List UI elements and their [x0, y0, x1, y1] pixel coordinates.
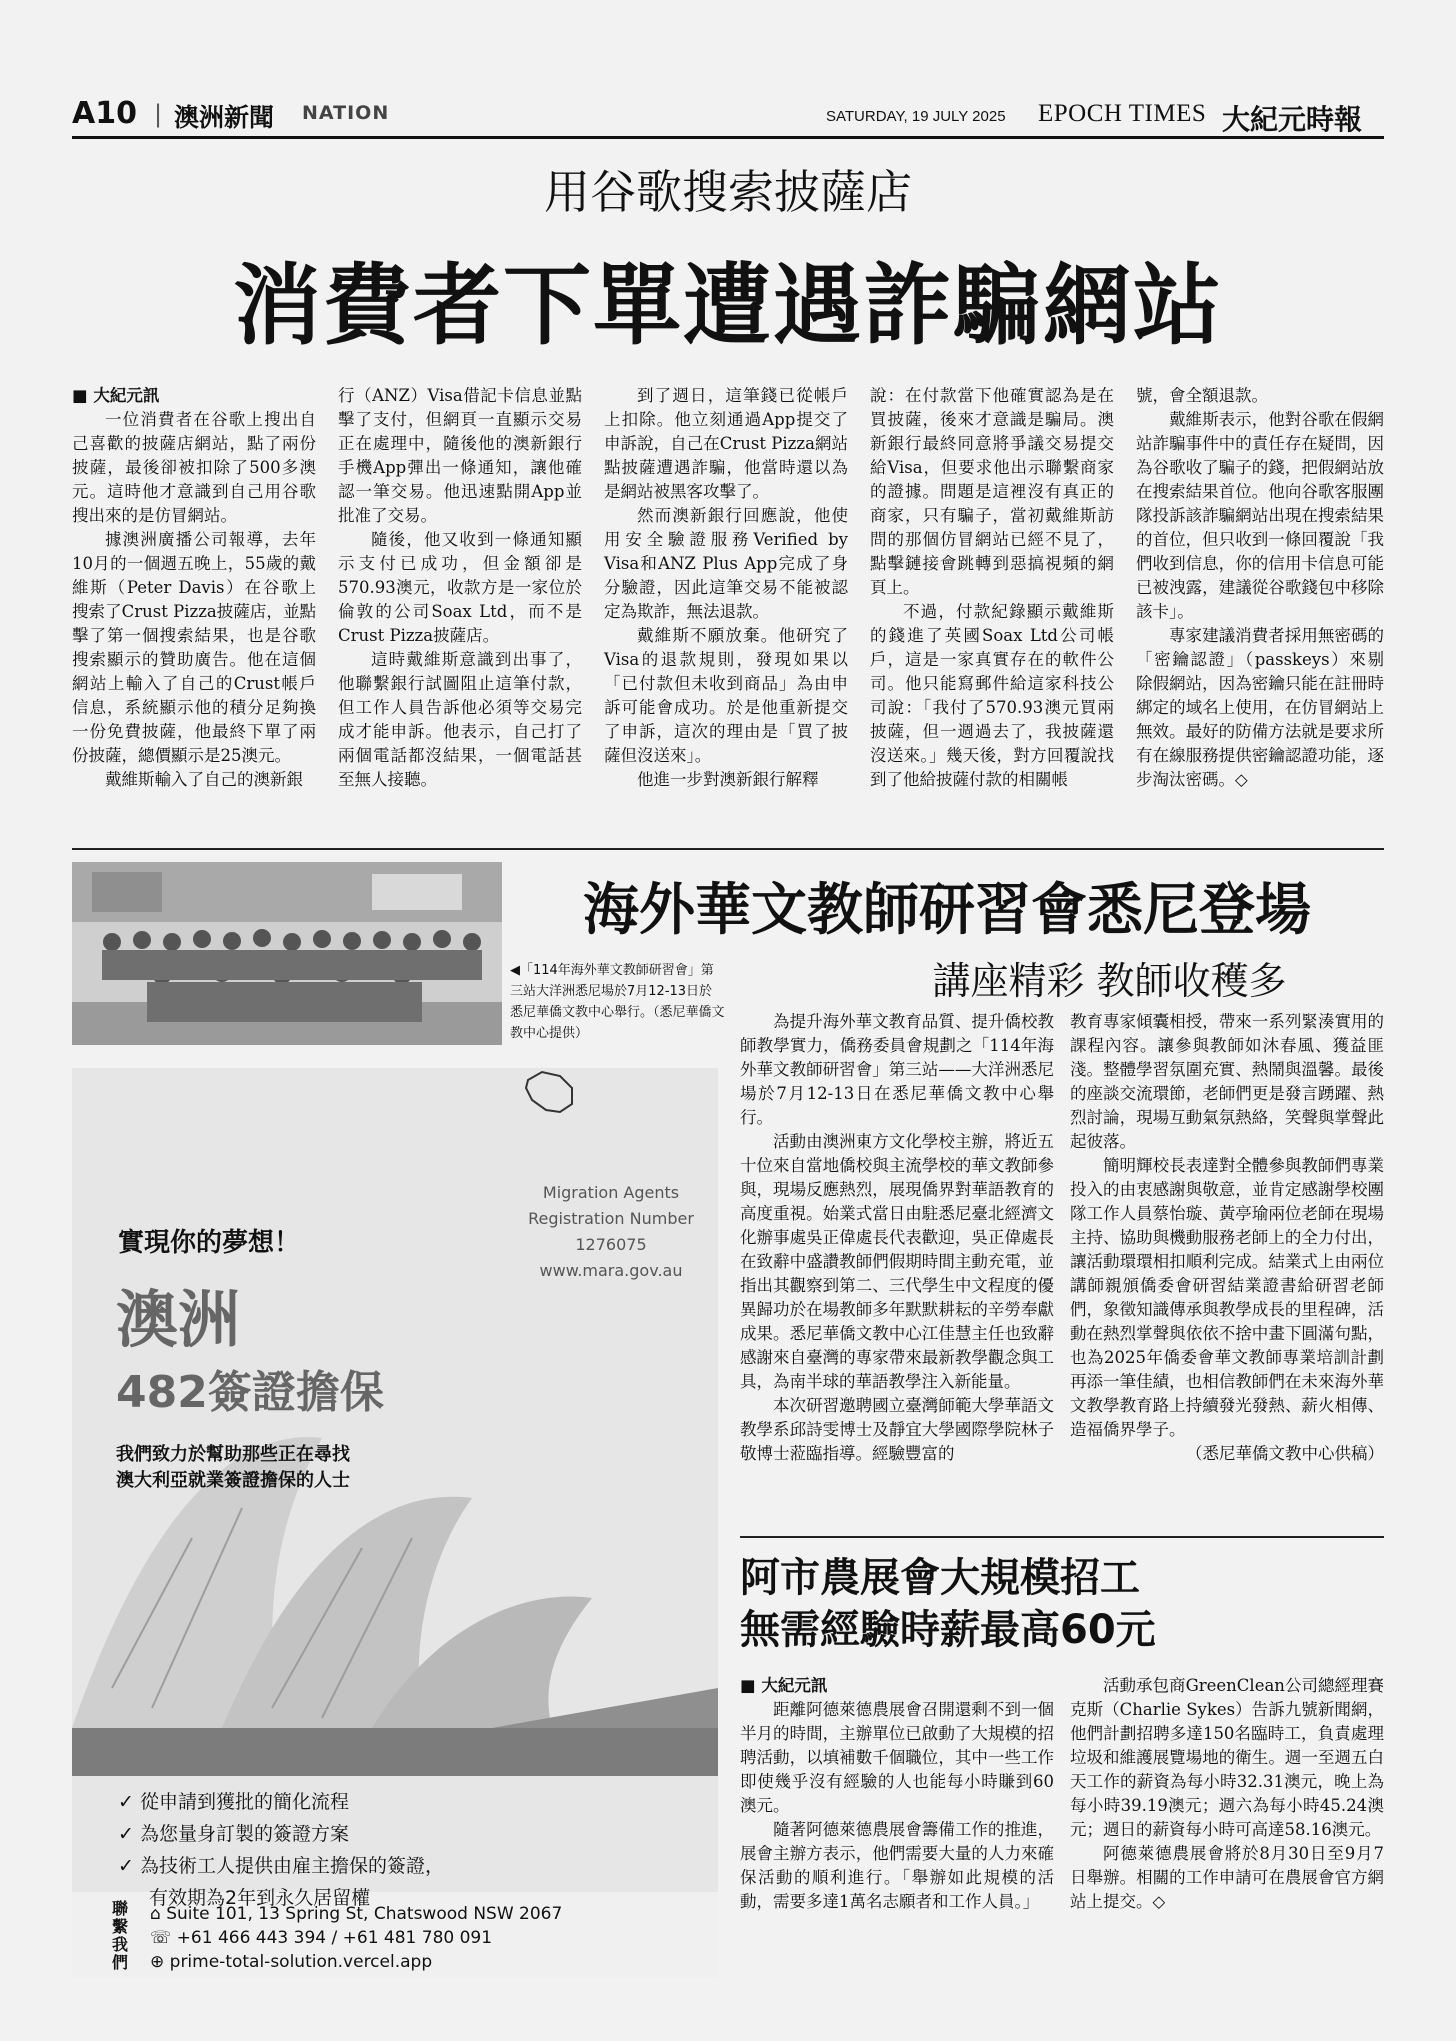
ad-visa-title: 482簽證擔保: [116, 1367, 384, 1418]
page-number: A10: [72, 96, 137, 131]
story2-credit: （悉尼華僑文教中心供稿）: [1186, 1444, 1384, 1463]
ad-check-3a: 為技術工人提供由雇主擔保的簽證，: [139, 1855, 444, 1877]
story1-col3-p1: 到了週日，這筆錢已從帳戶上扣除。他立刻通過App提交了申訴說，自己在Crust Pizza網站點披薩遭遇詐騙，他當時還以為是網站被黑客攻擊了。: [604, 386, 848, 501]
story1-col1-p3: 戴維斯輸入了自己的澳新銀: [105, 770, 303, 789]
story1-column-4: [870, 384, 1114, 792]
section-name: 澳洲新聞: [174, 103, 275, 132]
contact-label-char: 繫: [112, 1917, 129, 1936]
ad-tagline-1: 我們致力於幫助那些正在尋找: [116, 1444, 350, 1465]
ad-check-2: 為您量身訂製的簽證方案: [139, 1823, 349, 1845]
masthead-divider: |: [154, 100, 163, 128]
ad-website[interactable]: prime-total-solution.vercel.app: [169, 1952, 433, 1972]
story1-col1-p2: 據澳洲廣播公司報導，去年10月的一個週五晚上，55歲的戴維斯（Peter Davis）在谷歌上搜索了Crust Pizza披薩店，並點擊了第一個搜索結果，也是谷歌搜索顯示的贊助廣告。他在這個網站上輸入了自己的Crust帳戶信息，系統顯示他的積分足夠換一份免費披薩，他最終下單了兩份披薩，總價顯示是25澳元。: [72, 530, 316, 765]
visa-advertisement: [72, 1068, 718, 1978]
story1-col5-p2: 戴維斯表示，他對谷歌在假網站詐騙事件中的責任存在疑問，因為谷歌收了騙子的錢，把假網站放在搜索結果首位。他向谷歌客服團隊投訴該詐騙網站出現在搜索結果的首位，但只收到一條回覆說「我們收到信息，你的信用卡信息可能已被洩露，建議從谷歌錢包中移除該卡」。: [1136, 410, 1384, 621]
story1-col4-p1: 說：在付款當下他確實認為是在買披薩，後來才意識是騙局。澳新銀行最終同意將爭議交易提交給Visa，但要求他出示聯繫商家的證據。問題是這裡沒有真正的商家，只有騙子，當初戴維斯訪問的那個仿冒網站已經不見了，點擊鏈接會跳轉到惡搞視頻的網頁上。: [870, 386, 1114, 597]
ad-tagline-2: 澳大利亞就業簽證擔保的人士: [116, 1470, 350, 1491]
story3-byline: ■ 大紀元訊: [740, 1676, 828, 1695]
globe-icon: ⊕: [150, 1952, 170, 1972]
check-icon: ✓: [118, 1855, 140, 1877]
ad-phone[interactable]: +61 466 443 394 / +61 481 780 091: [176, 1928, 493, 1948]
ad-check-3b: 有效期為2年到永久居留權: [149, 1887, 371, 1909]
story1-col3-p4: 他進一步對澳新銀行解釋: [637, 770, 819, 789]
story3-headline-line2: 無需經驗時薪最高60元: [740, 1607, 1156, 1653]
contact-label-char: 們: [112, 1953, 129, 1972]
story1-col2-p1: 行（ANZ）Visa借記卡信息並點擊了支付，但網頁一直顯示交易正在處理中，隨後他的澳新銀行手機App彈出一條通知，讓他確認一筆交易。他迅速點開App並批准了交易。: [338, 386, 582, 525]
story1-col2-p2: 隨後，他又收到一條通知顯示支付已成功，但金額卻是570.93澳元，收款方是一家位於倫敦的公司Soax Ltd，而不是Crust Pizza披薩店。: [338, 530, 582, 645]
issue-date: SATURDAY, 19 JULY 2025: [826, 108, 1006, 125]
story2-headline: 海外華文教師研習會悉尼登場: [583, 878, 1311, 943]
ad-check-1: 從申請到獲批的簡化流程: [139, 1791, 349, 1813]
story1-col5-p1: 號，會全額退款。: [1136, 386, 1268, 405]
mara-label-2: Registration Number: [528, 1209, 694, 1228]
story1-col2-p3: 這時戴維斯意識到出事了，他聯繫銀行試圖阻止這筆付款，但工作人員告訴他必須等交易完成才能申訴。他表示，自己打了兩個電話都沒結果，一個電話甚至無人接聽。: [338, 650, 582, 789]
section-name-en: NATION: [302, 102, 390, 124]
ad-address: Suite 101, 13 Spring St, Chatswood NSW 2067: [166, 1904, 563, 1924]
story3-headline-line1: 阿市農展會大規模招工: [740, 1555, 1140, 1601]
australia-map-icon: [526, 1072, 572, 1112]
story1-column-1: [72, 384, 316, 792]
story1-column-2: [338, 384, 582, 792]
paper-name-en: EPOCH TIMES: [1038, 100, 1207, 127]
story3-headline: [740, 1552, 1156, 1656]
photo-caption: ◀「114年海外華文教師研習會」第三站大洋洲悉尼場於7月12-13日於悉尼華僑文教中心舉行。（悉尼華僑文教中心提供）: [510, 963, 725, 1041]
phone-icon: ☏: [150, 1928, 177, 1948]
story1-col3-p2: 然而澳新銀行回應說，他使用安全驗證服務Verified by Visa和ANZ Plus App完成了身分驗證，因此這筆交易不能被認定為欺詐，無法退款。: [604, 506, 848, 621]
check-icon: ✓: [118, 1823, 140, 1845]
story2-col1-p1: 為提升海外華文教育品質、提升僑校教師教學實力，僑務委員會規劃之「114年海外華文教師研習會」第三站——大洋洲悉尼場於7月12-13日在悉尼華僑文教中心舉行。: [740, 1012, 1054, 1127]
story3-column-2: [1070, 1674, 1384, 1914]
story1-headline: 消費者下單遭遇詐騙網站: [232, 253, 1223, 357]
story2-col1-p3: 本次研習邀聘國立臺灣師範大學華語文教學系邱詩雯博士及靜宜大學國際學院林子敬博士蒞臨指導。經驗豐富的: [740, 1396, 1054, 1463]
story3-col2-p2: 阿德萊德農展會將於8月30日至9月7日舉辦。相關的工作申請可在農展會官方網站上提交。◇: [1070, 1844, 1384, 1911]
mara-number: 1276075: [575, 1235, 647, 1254]
story1-col4-p2: 不過，付款紀錄顯示戴維斯的錢進了英國Soax Ltd公司帳戶，這是一家真實存在的軟件公司。他只能寫郵件給這家科技公司說：「我付了570.93澳元買兩披薩，但一週過去了，我披薩還沒送來。」幾天後，對方回覆說找到了他給披薩付款的相關帳: [870, 602, 1114, 789]
contact-label-char: 我: [112, 1935, 129, 1954]
story1-kicker: 用谷歌搜索披薩店: [544, 165, 912, 219]
story1-byline: ■ 大紀元訊: [72, 386, 160, 405]
story2-bottom-rule: [740, 1536, 1384, 1538]
story1-bottom-rule: [72, 848, 1384, 850]
teachers-group-photo: [72, 862, 502, 1045]
story2-column-1: [740, 1010, 1054, 1466]
story1-col1-p1: 一位消費者在谷歌上搜出自己喜歡的披薩店網站，點了兩份披薩，最後卻被扣除了500多澳元。這時他才意識到自己用谷歌搜出來的是仿冒網站。: [72, 410, 316, 525]
story1-col3-p3: 戴維斯不願放棄。他研究了Visa的退款規則，發現如果以「已付款但未收到商品」為由申訴可能會成功。於是他重新提交了申訴，這次的理由是「買了披薩但沒送來」。: [604, 626, 848, 765]
story3-col1-p1: 距離阿德萊德農展會召開還剩不到一個半月的時間，主辦單位已啟動了大規模的招聘活動，以填補數千個職位，其中一些工作即使幾乎沒有經驗的人也能每小時賺到60澳元。: [740, 1700, 1054, 1815]
story3-col2-p1: 活動承包商GreenClean公司總經理賽克斯（Charlie Sykes）告訴九號新聞網，他們計劃招聘多達150名臨時工，負責處理垃圾和維護展覽場地的衛生。週一至週五白天工作的薪資為每小時32.31澳元，晚上為每小時39.19澳元；週六為每小時45.24澳元；週日的薪資每小時可高達58.16澳元。: [1070, 1676, 1384, 1839]
mara-label-1: Migration Agents: [542, 1183, 680, 1202]
ad-country: 澳洲: [116, 1283, 241, 1356]
paper-logo: 大紀元時報: [1222, 103, 1363, 136]
contact-label-char: 聯: [112, 1899, 129, 1918]
check-icon: ✓: [118, 1791, 140, 1813]
masthead-rule: [72, 136, 1384, 139]
story3-column-1: [740, 1674, 1054, 1914]
home-icon: ⌂: [150, 1904, 167, 1924]
story2-subhead: 講座精彩 教師收穫多: [932, 959, 1287, 1003]
masthead: [72, 96, 1384, 136]
story1-column-3: [604, 384, 848, 792]
mara-website: www.mara.gov.au: [539, 1261, 683, 1280]
group-photo-illustration: [72, 862, 502, 1045]
story2-col1-p2: 活動由澳洲東方文化學校主辦，將近五十位來自當地僑校與主流學校的華文教師參與，現場反應熱烈，展現僑界對華語教育的高度重視。始業式當日由駐悉尼臺北經濟文化辦事處吳正偉處長代表歡迎，吳正偉處長在致辭中盛讚教師們假期時間主動充電，並指出其觀察到第二、三代學生中文程度的優異歸功於在場教師多年默默耕耘的辛勞奉獻成果。悉尼華僑文教中心江佳慧主任也致辭感謝來自臺灣的專家帶來最新教學觀念與工具，為南半球的華語教學注入新能量。: [740, 1132, 1054, 1391]
story3-col1-p2: 隨著阿德萊德農展會籌備工作的推進，展會主辦方表示，他們需要大量的人力來確保活動的順利進行。「舉辦如此規模的活動，需要多達1萬名志願者和工作人員。」: [740, 1820, 1054, 1911]
story1-col5-p3: 專家建議消費者採用無密碼的「密鑰認證」（passkeys）來剔除假網站，因為密鑰只能在註冊時綁定的域名上使用，在仿冒網站上無效。最好的防備方法就是要求所有在線服務提供密鑰認證功能，逐步淘汰密碼。◇: [1136, 626, 1384, 789]
story2-col2-p2: 簡明輝校長表達對全體參與教師們專業投入的由衷感謝與敬意，並肯定感謝學校團隊工作人員蔡怡璇、黃亭瑜兩位老師在現場主持、協助與機動服務老師上的全力付出，讓活動環環相扣順利完成。結業式上由兩位講師親頒僑委會研習結業證書給研習老師們，象徵知識傳承與教學成長的里程碑，活動在熱烈掌聲與依依不捨中畫下圓滿句點，也為2025年僑委會華文教師專業培訓計劃再添一筆佳績，也相信教師們在未來海外華文教學教育路上持續發光發熱、薪火相傳、造福僑界學子。: [1070, 1156, 1384, 1439]
ad-dream: 實現你的夢想！: [118, 1228, 301, 1258]
story1-column-5: [1136, 384, 1384, 792]
story2-col2-p1: 教育專家傾囊相授，帶來一系列緊湊實用的課程內容。讓參與教師如沐春風、獲益匪淺。整體學習氛圍充實、熱鬧與溫馨。最後的座談交流環節，老師們更是發言踴躍、熱烈討論，現場互動氣氛熱絡，笑聲與掌聲此起彼落。: [1070, 1012, 1384, 1151]
story2-column-2: [1070, 1010, 1384, 1466]
